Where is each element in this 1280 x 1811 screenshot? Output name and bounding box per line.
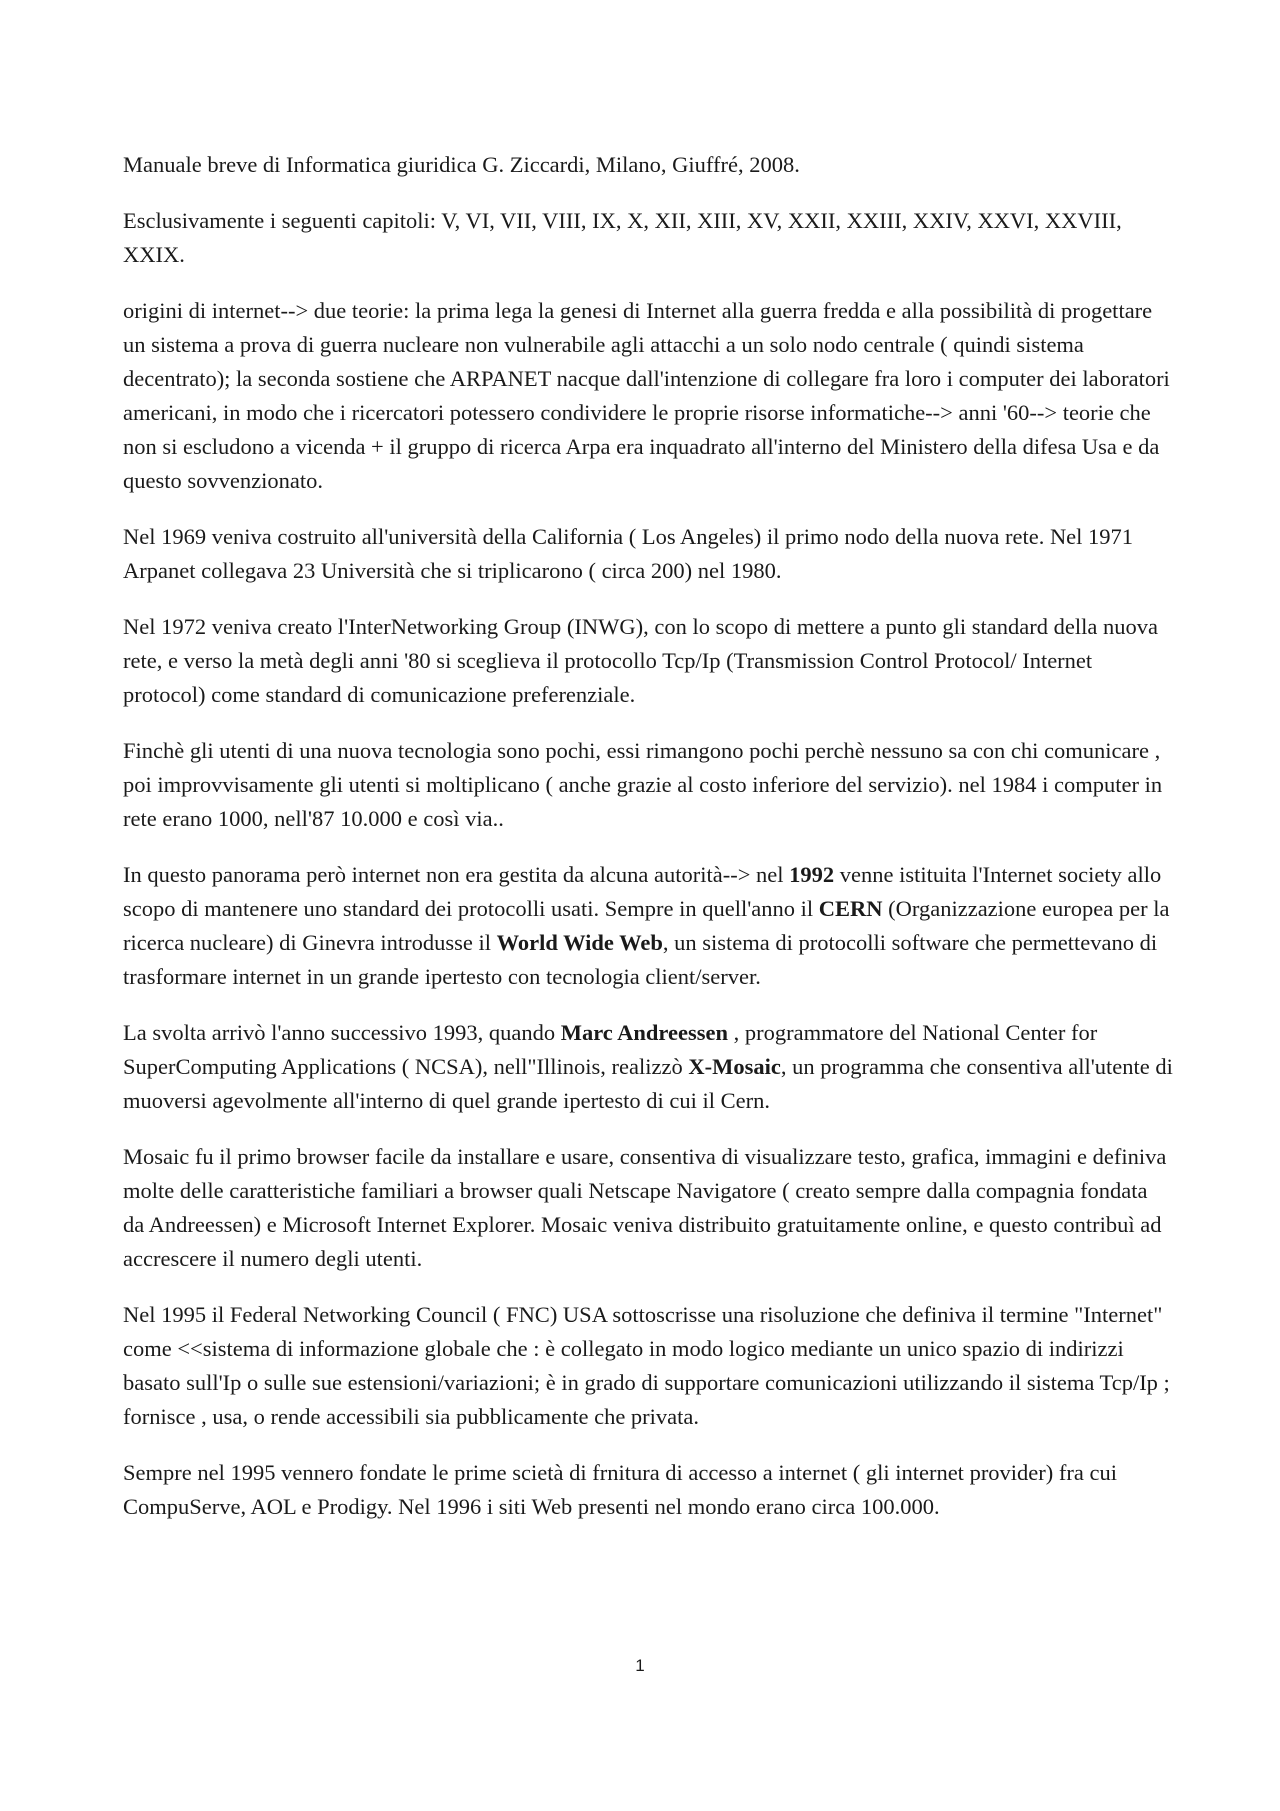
paragraph-reference: [123, 148, 1173, 182]
text-segment: venne istituita l'Internet society allo scopo di mantenere uno standard dei protocolli usati. Sempre in quell'anno il: [123, 862, 1162, 921]
text-segment: Sempre nel 1995 vennero fondate le prime scietà di frnitura di accesso a internet ( gli internet provider) fra cui CompuServe, AOL e Prodigy. Nel 1996 i siti Web presenti nel mondo erano circa 100.000.: [123, 1460, 1117, 1519]
text-segment: Mosaic fu il primo browser facile da installare e usare, consentiva di visualizzare testo, grafica, immagini e definiva molte delle caratteristiche familiari a browser quali Netscape Navigatore ( creato sempre dalla compagnia fondata da Andreessen) e Microsoft Internet Explorer. Mosaic veniva distribuito gratuitamente online, e questo contribuì ad accrescere il numero degli utenti.: [123, 1144, 1167, 1271]
text-segment: Nel 1972 veniva creato l'InterNetworking Group (INWG), con lo scopo di mettere a punto gli standard della nuova rete, e verso la metà degli anni '80 si sceglieva il protocollo Tcp/Ip (Transmission Control Protocol/ Internet protocol) come standard di comunicazione preferenziale.: [123, 614, 1158, 707]
text-segment: In questo panorama però internet non era gestita da alcuna autorità--> nel: [123, 862, 790, 887]
text-segment: Finchè gli utenti di una nuova tecnologia sono pochi, essi rimangono pochi perchè nessuno sa con chi comunicare , poi improvvisamente gli utenti si moltiplicano ( anche grazie al costo inferiore del servizio). nel 1984 i computer in rete erano 1000, nell'87 10.000 e così via..: [123, 738, 1163, 831]
bold-text: CERN: [818, 896, 883, 921]
page-number: 1: [635, 1656, 645, 1675]
text-segment: Manuale breve di Informatica giuridica G. Ziccardi, Milano, Giuffré, 2008.: [123, 152, 800, 177]
paragraph-year-1992: [123, 858, 1173, 994]
bold-text: 1992: [789, 862, 835, 887]
text-segment: (Organizzazione europea per la ricerca nucleare) di Ginevra introdusse il: [123, 896, 1170, 955]
text-segment: Nel 1969 veniva costruito all'università della California ( Los Angeles) il primo nodo della nuova rete. Nel 1971 Arpanet collegava 23 Università che si triplicarono ( circa 200) nel 1980.: [123, 524, 1134, 583]
paragraph-year-1995-fnc: [123, 1298, 1173, 1434]
paragraph-year-1972: [123, 610, 1173, 712]
document-body: [123, 148, 1173, 1546]
paragraph-origins: [123, 294, 1173, 498]
text-segment: Nel 1995 il Federal Networking Council ( FNC) USA sottoscrisse una risoluzione che definiva il termine "Internet" come <<sistema di informazione globale che : è collegato in modo logico mediante un unico spazio di indirizzi basato sull'Ip o sulle sue estensioni/variazioni; è in grado di supportare comunicazioni utilizzando il sistema Tcp/Ip ; fornisce , usa, o rende accessibili sia pubblicamente che privata.: [123, 1302, 1170, 1429]
text-segment: origini di internet--> due teorie: la prima lega la genesi di Internet alla guerra fredda e alla possibilità di progettare un sistema a prova di guerra nucleare non vulnerabile agli attacchi a un solo nodo centrale ( quindi sistema decentrato); la seconda sostiene che ARPANET nacque dall'intenzione di collegare fra loro i computer dei laboratori americani, in modo che i ricercatori potessero condividere le proprie risorse informatiche--> anni '60--> teorie che non si escludono a vicenda + il gruppo di ricerca Arpa era inquadrato all'interno del Ministero della difesa Usa e da questo sovvenzionato.: [123, 298, 1170, 493]
text-segment: , un programma che consentiva all'utente di muoversi agevolmente all'interno di quel grande ipertesto di cui il Cern.: [123, 1054, 1173, 1113]
paragraph-chapters: [123, 204, 1173, 272]
bold-text: Marc Andreessen: [560, 1020, 728, 1045]
text-segment: La svolta arrivò l'anno successivo 1993, quando: [123, 1020, 561, 1045]
paragraph-year-1993: [123, 1016, 1173, 1118]
text-segment: , un sistema di protocolli software che permettevano di trasformare internet in un grande ipertesto con tecnologia client/server.: [123, 930, 1158, 989]
paragraph-year-1995-providers: [123, 1456, 1173, 1524]
paragraph-users-growth: [123, 734, 1173, 836]
paragraph-mosaic: [123, 1140, 1173, 1276]
text-segment: , programmatore del National Center for SuperComputing Applications ( NCSA), nell"Illinois, realizzò: [123, 1020, 1098, 1079]
text-segment: Esclusivamente i seguenti capitoli: V, VI, VII, VIII, IX, X, XII, XIII, XV, XXII, XXIII, XXIV, XXVI, XXVIII, XXIX.: [123, 208, 1122, 267]
bold-text: X-Mosaic: [688, 1054, 781, 1079]
paragraph-year-1969: [123, 520, 1173, 588]
bold-text: World Wide Web: [496, 930, 663, 955]
